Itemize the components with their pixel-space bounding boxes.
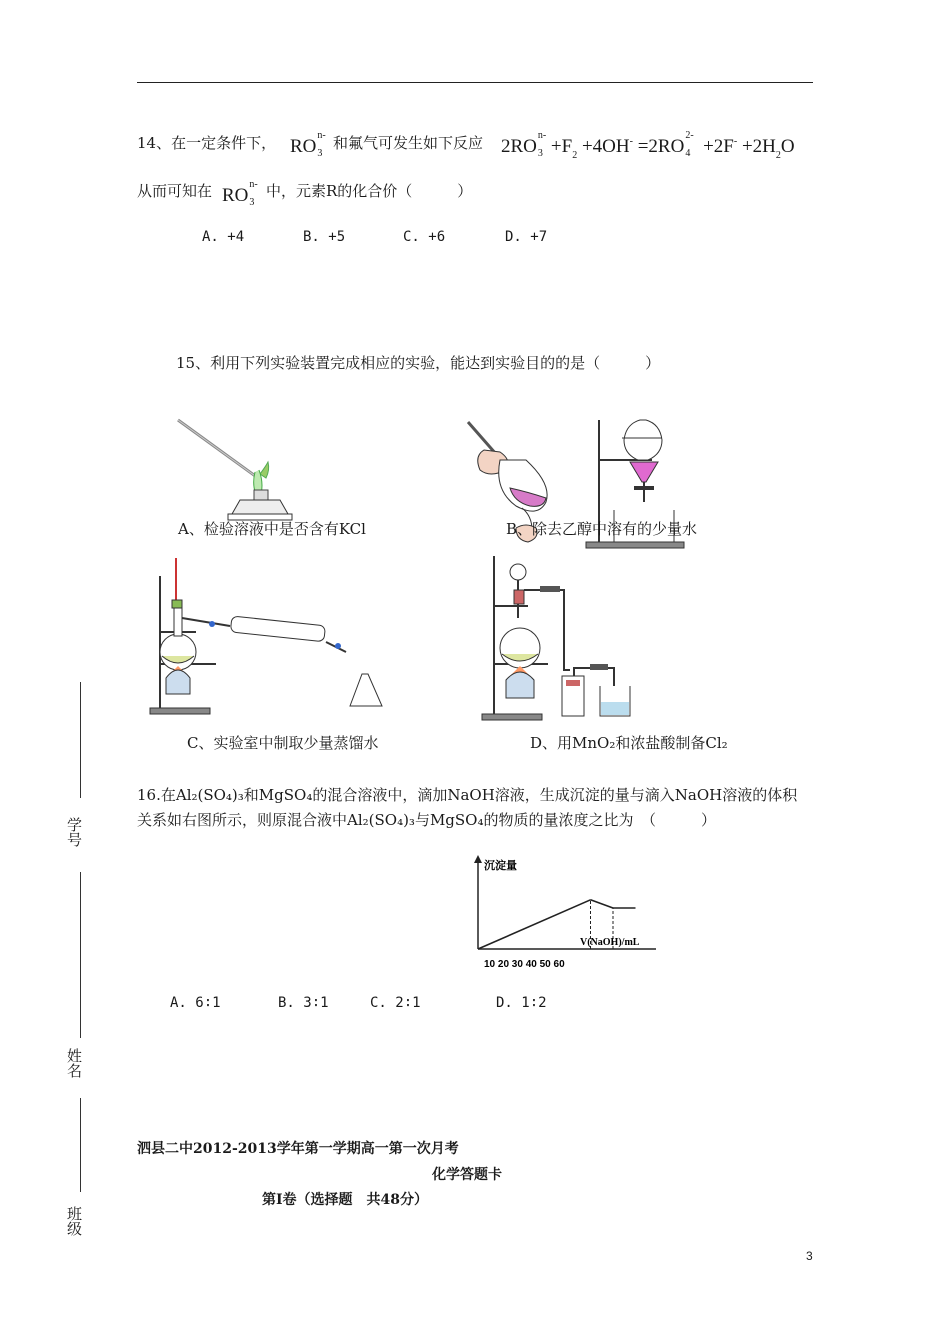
q14-equation: 2RO n- 3 $+F_2 +4OH^- =2RO$ 2- 4 $+2F^- +2H_2O$ [501, 129, 795, 161]
chart-xlabel: V(NaOH)/mL [580, 937, 640, 948]
q16-option-b[interactable]: B. 3∶1 [278, 995, 329, 1011]
class-label: 班级 [65, 1206, 83, 1236]
q16-option-d[interactable]: D. 1∶2 [496, 995, 547, 1011]
apparatus-d-chlorine [474, 552, 654, 722]
margin-line-1 [80, 682, 81, 798]
q14-option-c[interactable]: C. +6 [403, 229, 446, 245]
q16-option-c[interactable]: C. 2∶1 [370, 995, 421, 1011]
q16-line2: 关系如右图所示，则原混合液中Al₂(SO₄)₃与MgSO₄的物质的量浓度之比为 （ ） [137, 811, 716, 829]
name-label: 姓名 [65, 1048, 83, 1078]
q14-option-b[interactable]: B. +5 [303, 229, 346, 245]
q15-label-c: C、实验室中制取少量蒸馏水 [187, 734, 379, 752]
section-title: 第Ⅰ卷（选择题 共48分） [262, 1192, 429, 1208]
q15-label-d: D、用MnO₂和浓盐酸制备Cl₂ [530, 734, 728, 752]
q16-chart [464, 853, 664, 973]
q16-line1: 16.在Al₂(SO₄)₃和MgSO₄的混合溶液中，滴加NaOH溶液，生成沉淀的量与滴入NaOH溶液的体积 [137, 786, 798, 804]
q14-prefix: 14、在一定条件下， [137, 134, 277, 152]
chart-ticks: 10 20 30 40 50 60 [484, 959, 565, 970]
chart-y-arrow [474, 855, 482, 863]
margin-line-3 [80, 1098, 81, 1192]
answer-card-title: 化学答题卡 [432, 1167, 502, 1183]
apparatus-a-flame-test [170, 412, 310, 522]
q14-line2-b: 中，元素R的化合价（ ） [266, 182, 473, 200]
q14-ion-inline-2: RO n- 3 [222, 178, 258, 208]
chart-ylabel: 沉淀量 [484, 859, 517, 872]
student-number-label: 学号 [65, 817, 83, 847]
header-rule [137, 82, 813, 83]
q16-option-a[interactable]: A. 6∶1 [170, 995, 221, 1011]
q15-label-a: A、检验溶液中是否含有KCl [178, 520, 366, 538]
q15-label-b: B、除去乙醇中溶有的少量水 [506, 520, 698, 538]
chart-line-segment [591, 900, 614, 908]
margin-line-2 [80, 872, 81, 1038]
school-exam-line: 泗县二中2012-2013学年第一学期高一第一次月考 [137, 1141, 459, 1157]
q15-stem: 15、利用下列实验装置完成相应的实验，能达到实验目的的是（ ） [176, 354, 661, 372]
q14-line2-a: 从而可知在 [137, 182, 213, 200]
chart-line-segment [478, 900, 591, 949]
q14-ion-inline: RO n- 3 [290, 129, 326, 159]
q14-option-d[interactable]: D. +7 [505, 229, 548, 245]
q14-line1 [137, 132, 276, 162]
q14-option-a[interactable]: A. +4 [202, 229, 245, 245]
page-number: 3 [806, 1249, 813, 1263]
q14-mid: 和氟气可发生如下反应 [333, 134, 484, 152]
apparatus-c-distillation [146, 556, 390, 720]
